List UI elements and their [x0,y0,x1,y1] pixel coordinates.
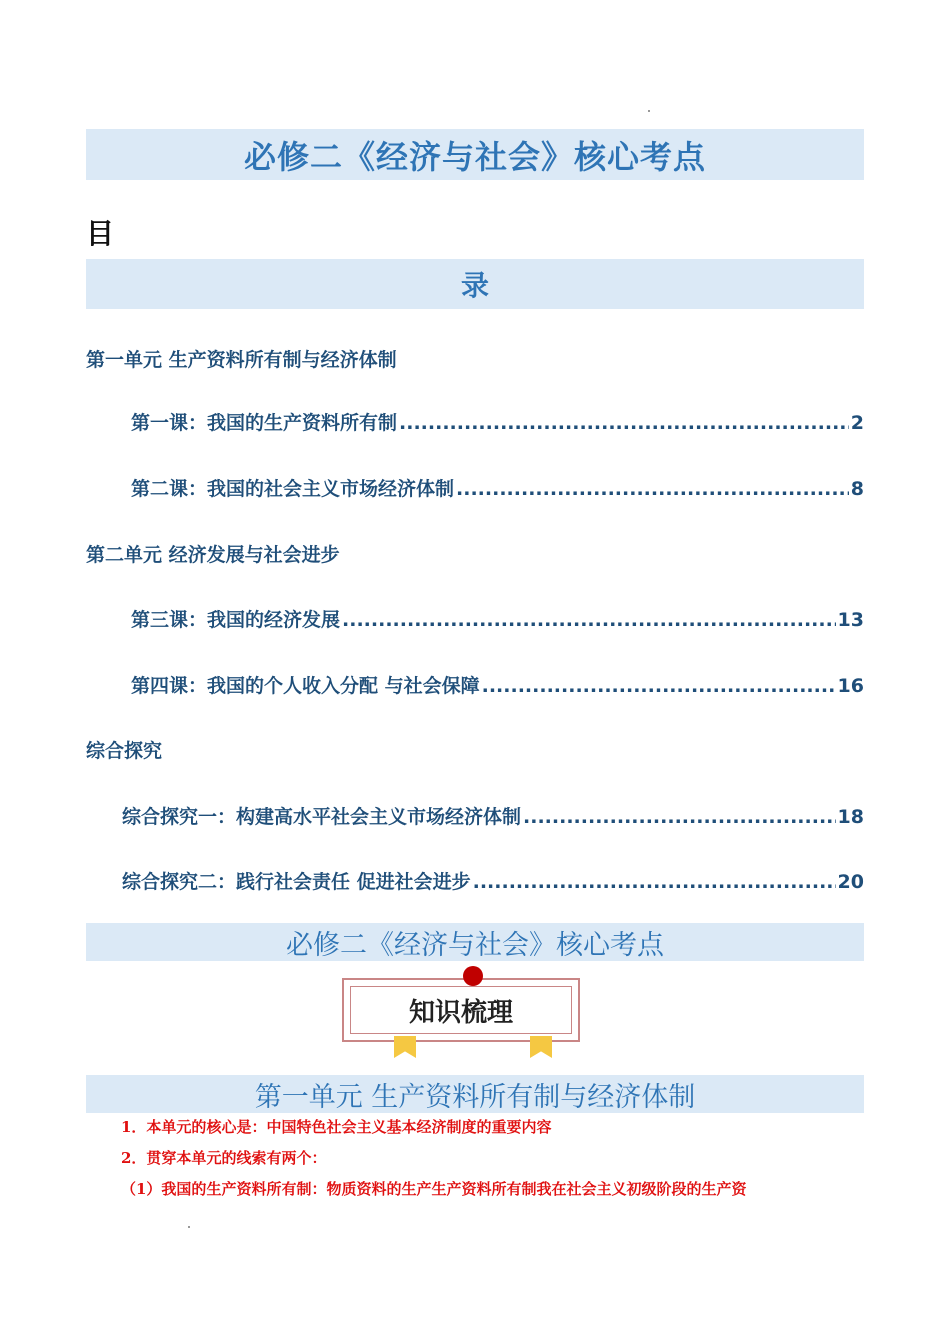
toc-leader-dots [456,478,849,500]
ribbon-icon [530,1036,552,1058]
toc-heading-part2: 录 [86,259,864,309]
toc-unit-2[interactable]: 第二单元 经济发展与社会进步 [86,544,340,566]
toc-entry-label: 第四课：我国的个人收入分配 与社会保障 [131,675,480,697]
toc-unit-3[interactable]: 综合探究 [86,740,163,762]
toc-page-number: 13 [837,609,864,631]
toc-page-number: 2 [850,412,864,434]
toc-leader-dots [342,609,836,631]
toc-entry-lesson4[interactable] [131,671,864,698]
note-line-1: 1．本单元的核心是：中国特色社会主义基本经济制度的重要内容 [121,1118,552,1136]
page-title: 必修二《经济与社会》核心考点 [86,129,864,180]
note-line-3: （1）我国的生产资料所有制：物质资料的生产生产资料所有制我在社会主义初级阶段的生产资 [121,1180,747,1198]
toc-leader-dots [523,806,836,828]
toc-leader-dots [473,871,836,893]
toc-entry-label: 综合探究二：践行社会责任 促进社会进步 [122,871,471,893]
toc-entry-explore1[interactable] [122,802,864,829]
badge-label: 知识梳理 [350,986,572,1034]
toc-page-number: 16 [837,675,864,697]
toc-heading-part1: 目 [86,217,115,250]
toc-page-number: 18 [837,806,864,828]
toc-leader-dots [399,412,849,434]
toc-leader-dots [482,675,836,697]
toc-entry-label: 第三课：我国的经济发展 [131,609,341,631]
toc-entry-label: 综合探究一：构建高水平社会主义市场经济体制 [122,806,522,828]
toc-entry-lesson3[interactable] [131,605,864,632]
note-line-2: 2．贯穿本单元的线索有两个： [121,1149,327,1167]
page-speck [188,1226,190,1228]
toc-entry-explore2[interactable] [122,867,864,894]
toc-entry-label: 第二课：我国的社会主义市场经济体制 [131,478,455,500]
unit-heading: 第一单元 生产资料所有制与经济体制 [86,1075,864,1113]
ribbon-icon [394,1036,416,1058]
toc-unit-1[interactable]: 第一单元 生产资料所有制与经济体制 [86,349,397,371]
section-title: 必修二《经济与社会》核心考点 [86,923,864,961]
page-speck [648,110,650,112]
toc-entry-lesson2[interactable] [131,474,864,501]
toc-page-number: 8 [850,478,864,500]
knowledge-badge [342,966,578,1062]
toc-entry-lesson1[interactable] [131,408,864,435]
badge-frame [342,978,580,1042]
toc-entry-label: 第一课：我国的生产资料所有制 [131,412,398,434]
toc-page-number: 20 [837,871,864,893]
pin-icon [463,966,483,986]
